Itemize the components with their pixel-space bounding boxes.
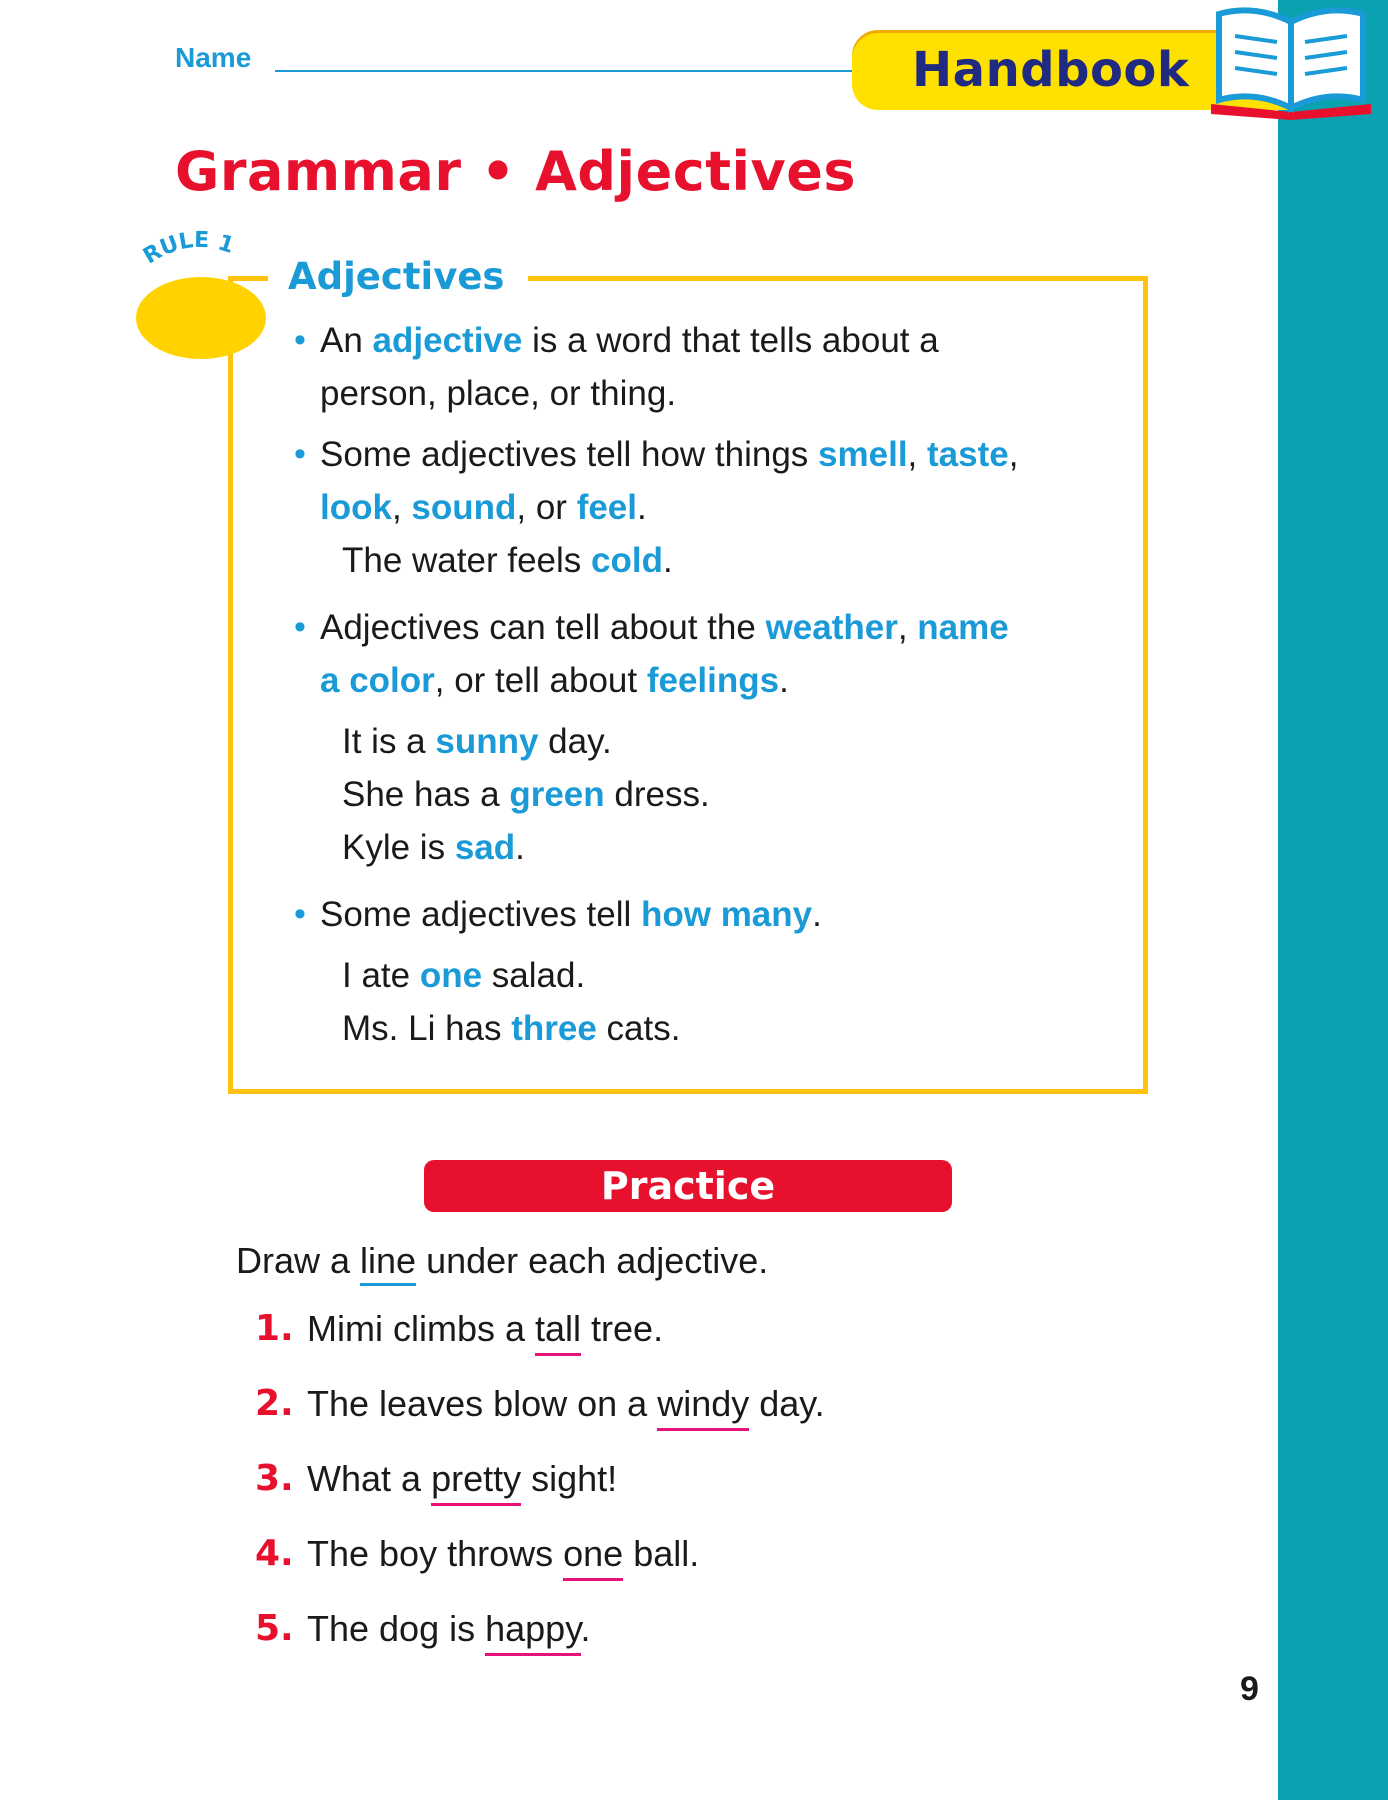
text: An: [320, 321, 373, 360]
keyword: weather: [765, 608, 898, 647]
rule-badge: [130, 228, 270, 363]
text: She has a: [342, 775, 510, 814]
item-number: 5.: [255, 1608, 294, 1649]
text: .: [662, 541, 673, 580]
text: .: [637, 488, 647, 527]
text: ,: [897, 608, 918, 647]
text: , or tell about: [434, 661, 647, 700]
example-one: [290, 949, 1110, 1002]
keyword: name: [917, 608, 1009, 647]
text: is a word that tells about a: [522, 321, 939, 360]
handbook-label: Handbook: [912, 42, 1190, 98]
name-input-line[interactable]: [275, 70, 875, 72]
text: .: [812, 895, 822, 934]
rule-heading: Adjectives: [288, 255, 505, 298]
underlined-example: line: [360, 1240, 416, 1286]
keyword: sad: [454, 828, 516, 867]
name-label: Name: [175, 42, 252, 73]
text: ,: [1008, 435, 1019, 474]
text: dress.: [604, 775, 710, 814]
bullet-dot: •: [294, 321, 306, 359]
text: salad.: [482, 956, 586, 995]
text: , or: [516, 488, 577, 527]
text: .: [779, 661, 789, 700]
open-book-icon: [1205, 0, 1377, 120]
practice-item-5: [255, 1608, 825, 1683]
practice-item-3: [255, 1458, 825, 1533]
keyword: feelings: [646, 661, 780, 700]
practice-item-4: [255, 1533, 825, 1608]
text: The leaves blow on a: [307, 1383, 658, 1424]
text: ball.: [623, 1533, 700, 1574]
text: Ms. Li has: [342, 1009, 512, 1048]
bullet-dot: •: [294, 608, 306, 646]
keyword: three: [511, 1009, 597, 1048]
keyword: feel: [576, 488, 637, 527]
keyword: adjective: [372, 321, 523, 360]
text: .: [580, 1608, 591, 1649]
example-cold: [290, 534, 1110, 587]
text: Some adjectives tell how things: [320, 435, 819, 474]
teal-side-band: [1278, 0, 1388, 1800]
practice-item-2: [255, 1383, 825, 1458]
text: person, place, or thing.: [320, 374, 677, 413]
bullet-4: [290, 888, 1110, 941]
bullet-1: [290, 314, 1110, 420]
text: Mimi climbs a: [307, 1308, 536, 1349]
text: Some adjectives tell: [320, 895, 641, 934]
text: Kyle is: [342, 828, 455, 867]
text: sight!: [521, 1458, 618, 1499]
example-sunny: [290, 715, 1110, 768]
keyword: cold: [591, 541, 663, 580]
bullet-3: [290, 601, 1110, 707]
answer-word[interactable]: tall: [535, 1308, 581, 1356]
practice-items: [255, 1308, 825, 1683]
bullet-dot: •: [294, 895, 306, 933]
keyword: sunny: [435, 722, 539, 761]
keyword: one: [419, 956, 483, 995]
answer-word[interactable]: pretty: [431, 1458, 521, 1506]
text: Adjectives can tell about the: [320, 608, 766, 647]
text: The dog is: [307, 1608, 486, 1649]
keyword: smell: [818, 435, 908, 474]
bullet-2: [290, 428, 1110, 534]
keyword: taste: [927, 435, 1009, 474]
rule-content: [290, 314, 1110, 1055]
text: .: [515, 828, 525, 867]
item-number: 2.: [255, 1383, 294, 1424]
answer-word[interactable]: happy: [485, 1608, 580, 1656]
page-title: Grammar • Adjectives: [175, 140, 856, 203]
text: day.: [749, 1383, 825, 1424]
example-sad: [290, 821, 1110, 874]
practice-instruction: [236, 1240, 768, 1282]
keyword: sound: [411, 488, 517, 527]
answer-word[interactable]: windy: [657, 1383, 749, 1431]
keyword: how many: [640, 895, 813, 934]
text: The water feels: [342, 541, 591, 580]
text: day.: [538, 722, 612, 761]
text: under each adjective.: [416, 1240, 769, 1281]
page-number: 9: [1240, 1670, 1259, 1708]
item-number: 3.: [255, 1458, 294, 1499]
text: What a: [307, 1458, 432, 1499]
practice-item-1: [255, 1308, 825, 1383]
text: Draw a: [236, 1240, 361, 1281]
text: ,: [907, 435, 927, 474]
item-number: 4.: [255, 1533, 294, 1574]
item-number: 1.: [255, 1308, 294, 1349]
answer-word[interactable]: one: [563, 1533, 623, 1581]
keyword: look: [320, 488, 392, 527]
text: The boy throws: [307, 1533, 564, 1574]
example-three: [290, 1002, 1110, 1055]
practice-label: Practice: [600, 1164, 776, 1208]
example-green: [290, 768, 1110, 821]
text: tree.: [581, 1308, 664, 1349]
text: cats.: [596, 1009, 681, 1048]
text: I ate: [342, 956, 420, 995]
keyword: green: [509, 775, 605, 814]
bullet-dot: •: [294, 435, 306, 473]
text: It is a: [342, 722, 436, 761]
keyword: a color: [320, 661, 435, 700]
rule-badge-label: RULE 1: [139, 228, 238, 270]
text: ,: [391, 488, 412, 527]
